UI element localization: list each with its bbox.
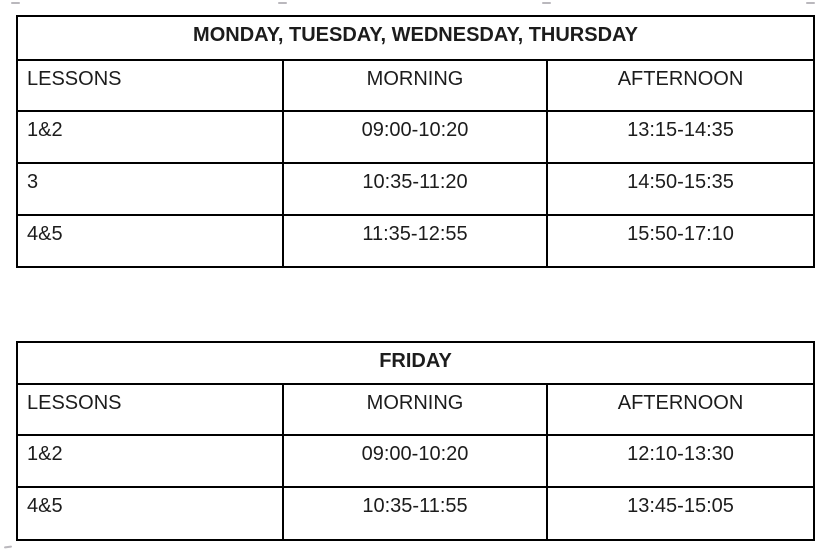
table-title: MONDAY, TUESDAY, WEDNESDAY, THURSDAY <box>17 16 814 60</box>
lessons-cell: 1&2 <box>17 435 283 487</box>
column-header-morning: MORNING <box>283 60 547 111</box>
artifact-tick <box>4 545 12 548</box>
column-header-lessons: LESSONS <box>17 60 283 111</box>
lessons-cell: 4&5 <box>17 215 283 267</box>
lessons-cell: 1&2 <box>17 111 283 163</box>
table-row <box>17 111 814 163</box>
artifact-tick <box>806 2 815 4</box>
afternoon-time-cell: 15:50-17:10 <box>547 215 814 267</box>
artifact-tick <box>11 2 20 4</box>
morning-time-cell: 10:35-11:20 <box>283 163 547 215</box>
table-header-row <box>17 60 814 111</box>
afternoon-time-cell: 12:10-13:30 <box>547 435 814 487</box>
column-header-afternoon: AFTERNOON <box>547 60 814 111</box>
timetable-friday <box>16 341 815 541</box>
timetable-weekdays <box>16 15 815 268</box>
column-header-morning: MORNING <box>283 384 547 435</box>
table-title: FRIDAY <box>17 342 814 384</box>
morning-time-cell: 09:00-10:20 <box>283 111 547 163</box>
morning-time-cell: 09:00-10:20 <box>283 435 547 487</box>
afternoon-time-cell: 13:15-14:35 <box>547 111 814 163</box>
lessons-cell: 3 <box>17 163 283 215</box>
table-row <box>17 487 814 540</box>
artifact-tick <box>542 2 551 4</box>
table-row <box>17 163 814 215</box>
table-row <box>17 215 814 267</box>
table-header-row <box>17 384 814 435</box>
table-title-row <box>17 16 814 60</box>
lessons-cell: 4&5 <box>17 487 283 540</box>
artifact-tick <box>278 2 287 4</box>
table-row <box>17 435 814 487</box>
afternoon-time-cell: 13:45-15:05 <box>547 487 814 540</box>
column-header-lessons: LESSONS <box>17 384 283 435</box>
column-header-afternoon: AFTERNOON <box>547 384 814 435</box>
table-title-row <box>17 342 814 384</box>
morning-time-cell: 10:35-11:55 <box>283 487 547 540</box>
morning-time-cell: 11:35-12:55 <box>283 215 547 267</box>
afternoon-time-cell: 14:50-15:35 <box>547 163 814 215</box>
